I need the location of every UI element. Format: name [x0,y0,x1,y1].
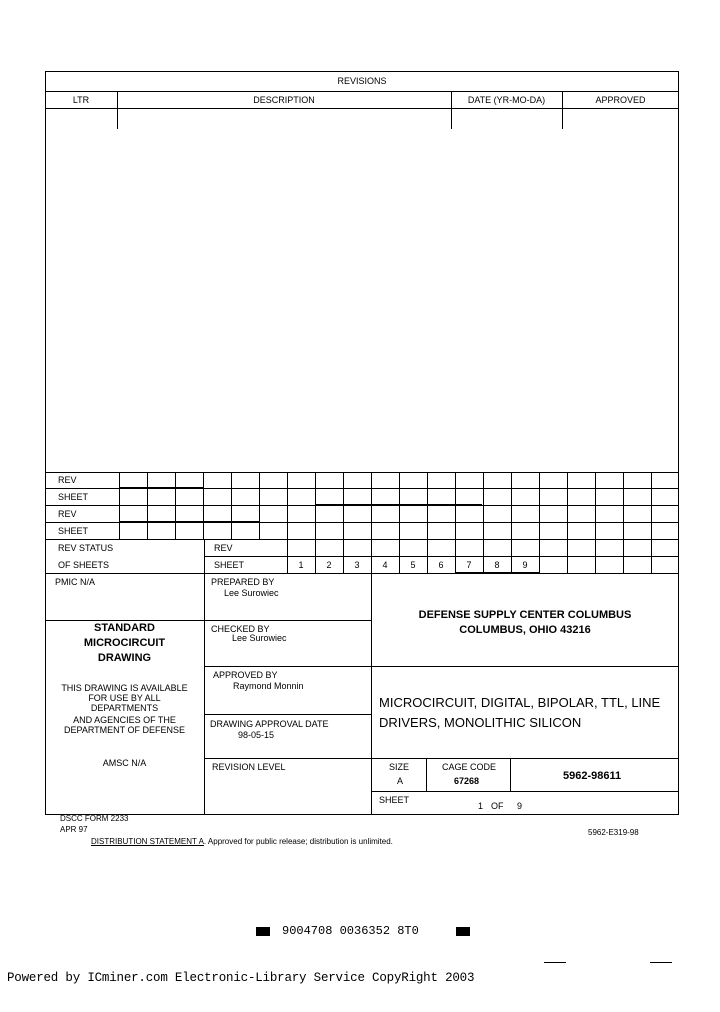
form-code: 5962-E319-98 [588,828,639,837]
grid-column-line [623,472,624,573]
rev-status-label: REV STATUS [58,543,114,553]
grid-column-line [343,472,344,573]
prepared-by-name: Lee Surowiec [224,588,279,598]
grid-column-line [427,472,428,573]
distribution-label: DISTRIBUTION STATEMENT A [91,837,204,846]
grid-column-line [455,472,456,573]
document-number: 5962-98611 [563,770,622,782]
grid-column-line [483,472,484,573]
distribution-statement [91,837,393,846]
approval-date-value: 98-05-15 [238,730,275,740]
checked-by-name: Lee Surowiec [232,633,287,643]
title-line: DRIVERS, MONOLITHIC SILICON [379,715,582,730]
grid-row-label: SHEET [58,492,89,502]
col-ltr: LTR [72,95,90,105]
grid-column-line [259,472,260,539]
top-mark [494,0,504,5]
grid-column-line [231,472,232,539]
grid-column-line [147,472,148,539]
grid-column-line [203,472,204,539]
form-id: DSCC FORM 2233 [60,814,129,823]
revision-level-label: REVISION LEVEL [212,762,286,772]
grid-column-line [651,472,652,573]
title-line: MICROCIRCUIT, DIGITAL, BIPOLAR, TTL, LINE [379,695,661,710]
sheet-of: OF [491,801,504,811]
approval-date-label: DRAWING APPROVAL DATE [210,719,329,729]
barcode-number: 9004708 0036352 8T0 [282,924,419,938]
standard-line: MICROCIRCUIT [83,637,166,649]
grid-column-line [287,472,288,573]
size-value: A [397,776,404,786]
grid-row-label: REV [58,509,77,519]
checked-by-label: CHECKED BY [211,624,270,634]
sheet-number: 2 [326,560,332,570]
rev-label: REV [214,543,233,553]
grid-column-line [567,472,568,573]
availability-line: DEPARTMENTS [90,703,159,713]
sheet-total: 9 [517,801,523,811]
barcode-block [256,927,270,936]
amsc: AMSC N/A [102,758,147,768]
sheet-info-label: SHEET [379,795,410,805]
agency-name: DEFENSE SUPPLY CENTER COLUMBUS [418,609,632,621]
cage-label: CAGE CODE [442,762,497,772]
of-sheets-label: OF SHEETS [58,560,110,570]
sheet-number: 3 [354,560,360,570]
top-mark [98,0,108,5]
availability-line: FOR USE BY ALL [88,693,161,703]
grid-column-line [595,472,596,573]
top-mark [300,0,310,5]
sheet-number: 8 [494,560,500,570]
footer-copyright: Powered by ICminer.com Electronic-Library Service CopyRight 2003 [7,971,475,985]
grid-column-line [399,472,400,573]
sheet-number: 5 [410,560,416,570]
top-mark [648,0,658,5]
availability-line: DEPARTMENT OF DEFENSE [63,725,186,735]
grid-row-label: SHEET [58,526,89,536]
sheet-number: 7 [466,560,472,570]
grid-column-line [539,472,540,573]
availability-line: THIS DRAWING IS AVAILABLE [61,683,188,693]
grid-column-line [175,472,176,539]
sheet-number: 4 [382,560,388,570]
revisions-title: REVISIONS [337,76,387,86]
grid-row-label: REV [58,475,77,485]
availability-line: AND AGENCIES OF THE [73,715,176,725]
grid-column-line [511,472,512,573]
pmic: PMIC N/A [55,577,96,587]
standard-line: DRAWING [97,652,152,664]
col-description: DESCRIPTION [253,95,315,105]
col-approved: APPROVED [595,95,646,105]
barcode-block [456,927,470,936]
sheet-number: 9 [522,560,528,570]
form-date: APR 97 [60,825,88,834]
sheet-number: 1 [298,560,304,570]
sheet-number: 6 [438,560,444,570]
col-date: DATE (YR-MO-DA) [467,95,546,105]
prepared-by-label: PREPARED BY [211,577,275,587]
agency-address: COLUMBUS, OHIO 43216 [459,624,591,636]
standard-line: STANDARD [94,622,155,634]
approved-by-label: APPROVED BY [213,670,278,680]
cage-value: 67268 [454,776,480,786]
approved-by-name: Raymond Monnin [233,681,304,691]
size-label: SIZE [389,762,410,772]
distribution-text: . Approved for public release; distribution is unlimited. [203,837,393,846]
grid-column-line [371,472,372,573]
sheet-current: 1 [478,801,484,811]
sheet-label: SHEET [214,560,245,570]
grid-column-line [315,472,316,573]
